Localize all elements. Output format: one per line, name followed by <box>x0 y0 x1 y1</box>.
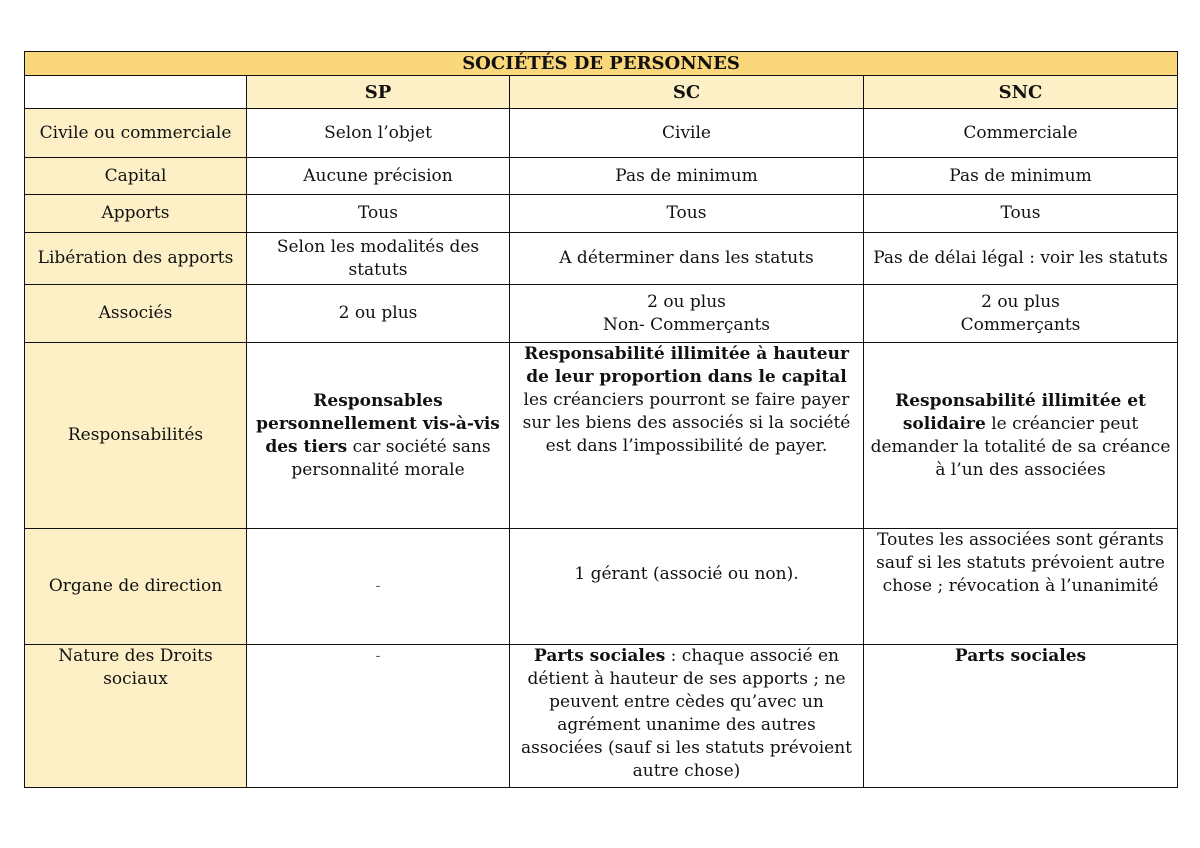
cell-droits-sc <box>510 645 864 788</box>
cell-liberation-sc: A déterminer dans les statuts <box>510 233 864 285</box>
row-label-liberation: Libération des apports <box>25 233 247 285</box>
cell-droits-snc-bold: Parts sociales <box>954 646 1087 666</box>
cell-responsabilites-sp <box>247 343 510 529</box>
cell-civile-sc: Civile <box>510 109 864 158</box>
cell-apports-snc: Tous <box>864 195 1178 233</box>
cell-associes-sc-line2: Non- Commerçants <box>602 314 771 335</box>
cell-capital-snc: Pas de minimum <box>864 158 1178 195</box>
cell-droits-sc-bold: Parts sociales <box>534 646 666 666</box>
cell-civile-snc: Commerciale <box>864 109 1178 158</box>
cell-capital-sc: Pas de minimum <box>510 158 864 195</box>
cell-responsabilites-snc-rest: le créancier peut demander la totalité de sa créance à l’un des associées <box>870 413 1171 480</box>
cell-associes-sc <box>510 285 864 343</box>
cell-responsabilites-sc-bold: Responsabilité illimitée à hauteur de leur proportion dans le capital <box>524 344 849 387</box>
cell-apports-sp: Tous <box>247 195 510 233</box>
row-label-droits: Nature des Droits sociaux <box>25 645 247 788</box>
table-title: SOCIÉTÉS DE PERSONNES <box>25 52 1178 76</box>
cell-associes-sp: 2 ou plus <box>247 285 510 343</box>
cell-associes-snc-line1: 2 ou plus <box>981 291 1060 312</box>
table-row-apports <box>25 195 1178 233</box>
column-header-snc: SNC <box>864 76 1178 109</box>
cell-droits-snc <box>864 645 1178 788</box>
header-empty-cell <box>25 76 247 109</box>
cell-capital-sp: Aucune précision <box>247 158 510 195</box>
cell-responsabilites-snc-bold: Responsabilité illimitée et solidaire <box>895 390 1146 434</box>
cell-organe-sc: 1 gérant (associé ou non). <box>510 529 864 645</box>
row-label-capital: Capital <box>25 158 247 195</box>
table-row-liberation <box>25 233 1178 285</box>
table-row-organe <box>25 529 1178 645</box>
table-row-civile <box>25 109 1178 158</box>
row-label-associes: Associés <box>25 285 247 343</box>
cell-responsabilites-sc-rest: les créanciers pourront se faire payer sur les biens des associés si la société est dans l’impossibilité de payer. <box>522 390 851 456</box>
cell-associes-snc <box>864 285 1178 343</box>
cell-liberation-sp: Selon les modalités des statuts <box>247 233 510 285</box>
table-row-responsabilites <box>25 343 1178 529</box>
column-header-sp: SP <box>247 76 510 109</box>
cell-apports-sc: Tous <box>510 195 864 233</box>
societes-table <box>24 51 1178 788</box>
cell-associes-sc-line1: 2 ou plus <box>647 291 726 312</box>
cell-droits-sp: - <box>247 645 510 788</box>
table-row-associes <box>25 285 1178 343</box>
cell-associes-snc-line2: Commerçants <box>960 314 1081 335</box>
row-label-apports: Apports <box>25 195 247 233</box>
cell-organe-snc: Toutes les associées sont gérants sauf si les statuts prévoient autre chose ; révocation à l’unanimité <box>864 529 1178 645</box>
row-label-civile: Civile ou commerciale <box>25 109 247 158</box>
cell-liberation-snc: Pas de délai légal : voir les statuts <box>864 233 1178 285</box>
cell-responsabilites-sc <box>510 343 864 529</box>
table-row-capital <box>25 158 1178 195</box>
cell-organe-sp: - <box>247 529 510 645</box>
row-label-organe: Organe de direction <box>25 529 247 645</box>
table-row-droits <box>25 645 1178 788</box>
cell-responsabilites-snc <box>864 343 1178 529</box>
column-header-sc: SC <box>510 76 864 109</box>
cell-civile-sp: Selon l’objet <box>247 109 510 158</box>
cell-responsabilites-sp-bold: Responsables personnellement vis-à-vis des tiers <box>256 390 500 457</box>
row-label-responsabilites: Responsabilités <box>25 343 247 529</box>
cell-responsabilites-sp-rest: car société sans personnalité morale <box>291 436 491 480</box>
cell-droits-sc-rest: : chaque associé en détient à hauteur de ses apports ; ne peuvent entre cèdes qu’avec un agrément unanime des autres associées (sauf si les statuts prévoient autre chose) <box>521 646 852 781</box>
